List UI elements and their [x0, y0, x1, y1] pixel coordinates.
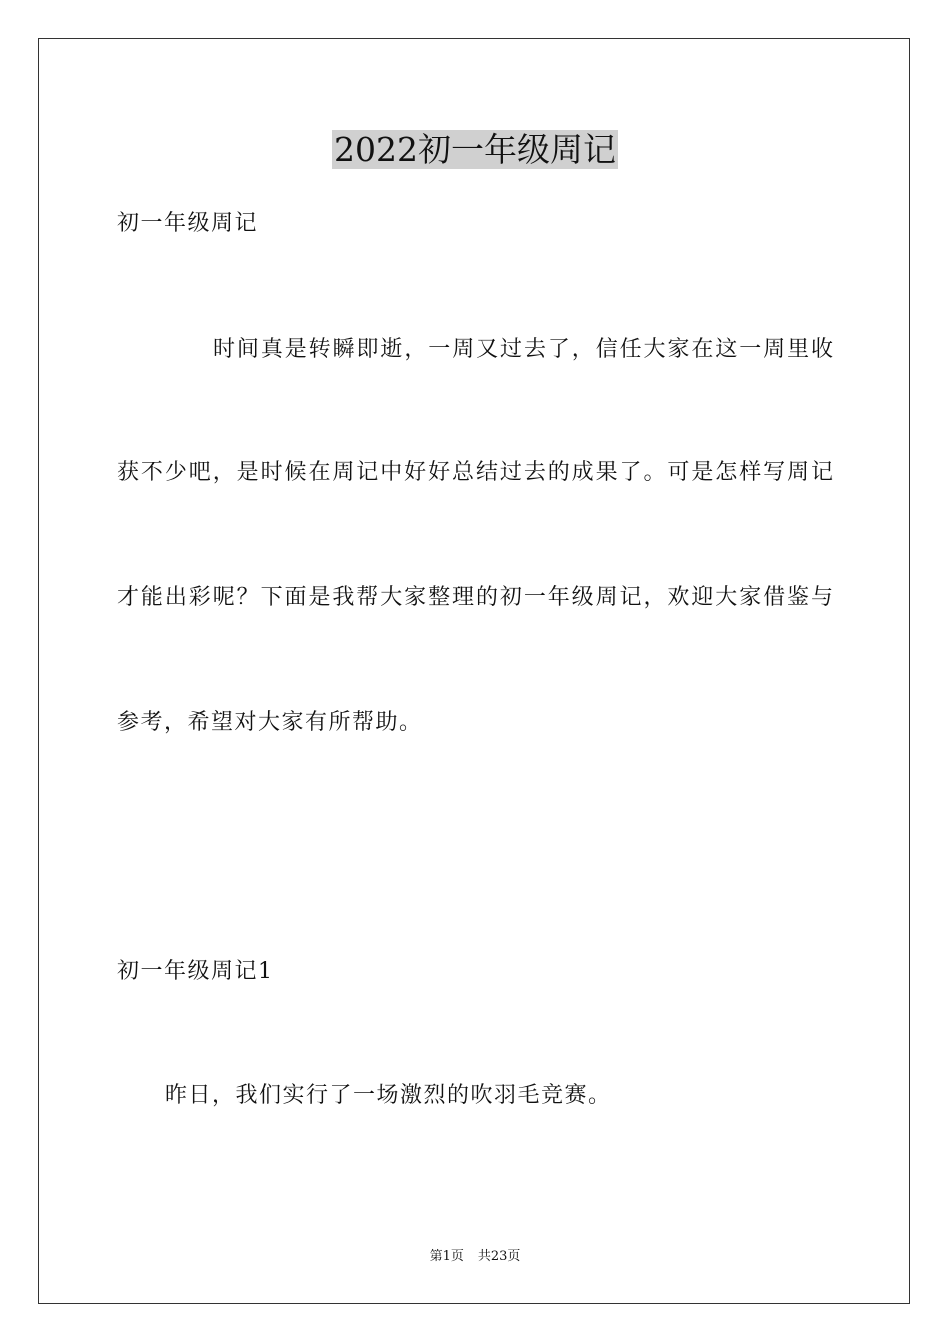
- page-footer: [0, 1248, 950, 1266]
- intro-paragraph-line-1: 时间真是转瞬即逝，一周又过去了，信任大家在这一周里收: [213, 337, 833, 362]
- intro-heading: 初一年级周记: [117, 211, 259, 236]
- intro-paragraph-line-3: 才能出彩呢？下面是我帮大家整理的初一年级周记，欢迎大家借鉴与: [117, 585, 833, 610]
- section1-heading: 初一年级周记1: [117, 959, 274, 984]
- intro-paragraph-line-4: 参考，希望对大家有所帮助。: [117, 710, 423, 735]
- document-title: 2022初一年级周记: [334, 130, 616, 169]
- intro-paragraph-line-2: 获不少吧，是时候在周记中好好总结过去的成果了。可是怎样写周记: [117, 460, 833, 485]
- page-total: 共23页: [477, 1249, 521, 1264]
- page-number: 第1页: [429, 1249, 464, 1264]
- section1-first-line: 昨日，我们实行了一场激烈的吹羽毛竞赛。: [165, 1083, 612, 1108]
